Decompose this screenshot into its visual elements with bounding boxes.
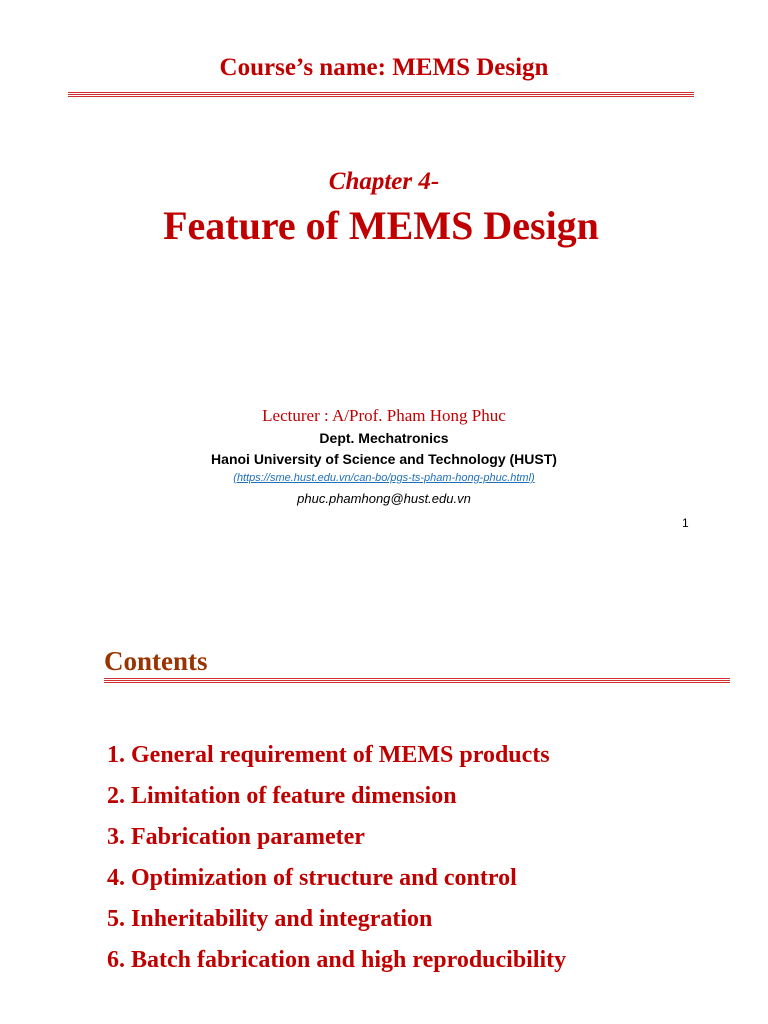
contents-item: 2. Limitation of feature dimension <box>107 783 457 809</box>
department: Dept. Mechatronics <box>319 430 449 446</box>
contents-item: 1. General requirement of MEMS products <box>107 742 550 768</box>
contents-item: 4. Optimization of structure and control <box>107 865 517 891</box>
page-number: 1 <box>682 516 689 530</box>
contents-divider <box>104 678 730 684</box>
lecturer-name: Lecturer : A/Prof. Pham Hong Phuc <box>262 406 506 425</box>
chapter-label: Chapter 4- <box>328 168 440 195</box>
contents-list <box>107 738 566 984</box>
header-divider <box>68 92 694 98</box>
contents-item: 5. Inheritability and integration <box>107 906 433 932</box>
course-title: Course’s name: MEMS Design <box>219 54 549 81</box>
university-name: Hanoi University of Science and Technology (HUST) <box>211 451 557 467</box>
profile-link[interactable]: (https://sme.hust.edu.vn/can-bo/pgs-ts-pham-hong-phuc.html) <box>233 472 535 484</box>
contents-item: 6. Batch fabrication and high reproducibility <box>107 947 567 973</box>
contents-slide <box>0 610 768 1024</box>
chapter-title: Feature of MEMS Design <box>163 203 599 248</box>
contents-title: Contents <box>104 646 208 676</box>
contents-item: 3. Fabrication parameter <box>107 824 365 850</box>
lecturer-email: phuc.phamhong@hust.edu.vn <box>297 491 471 506</box>
